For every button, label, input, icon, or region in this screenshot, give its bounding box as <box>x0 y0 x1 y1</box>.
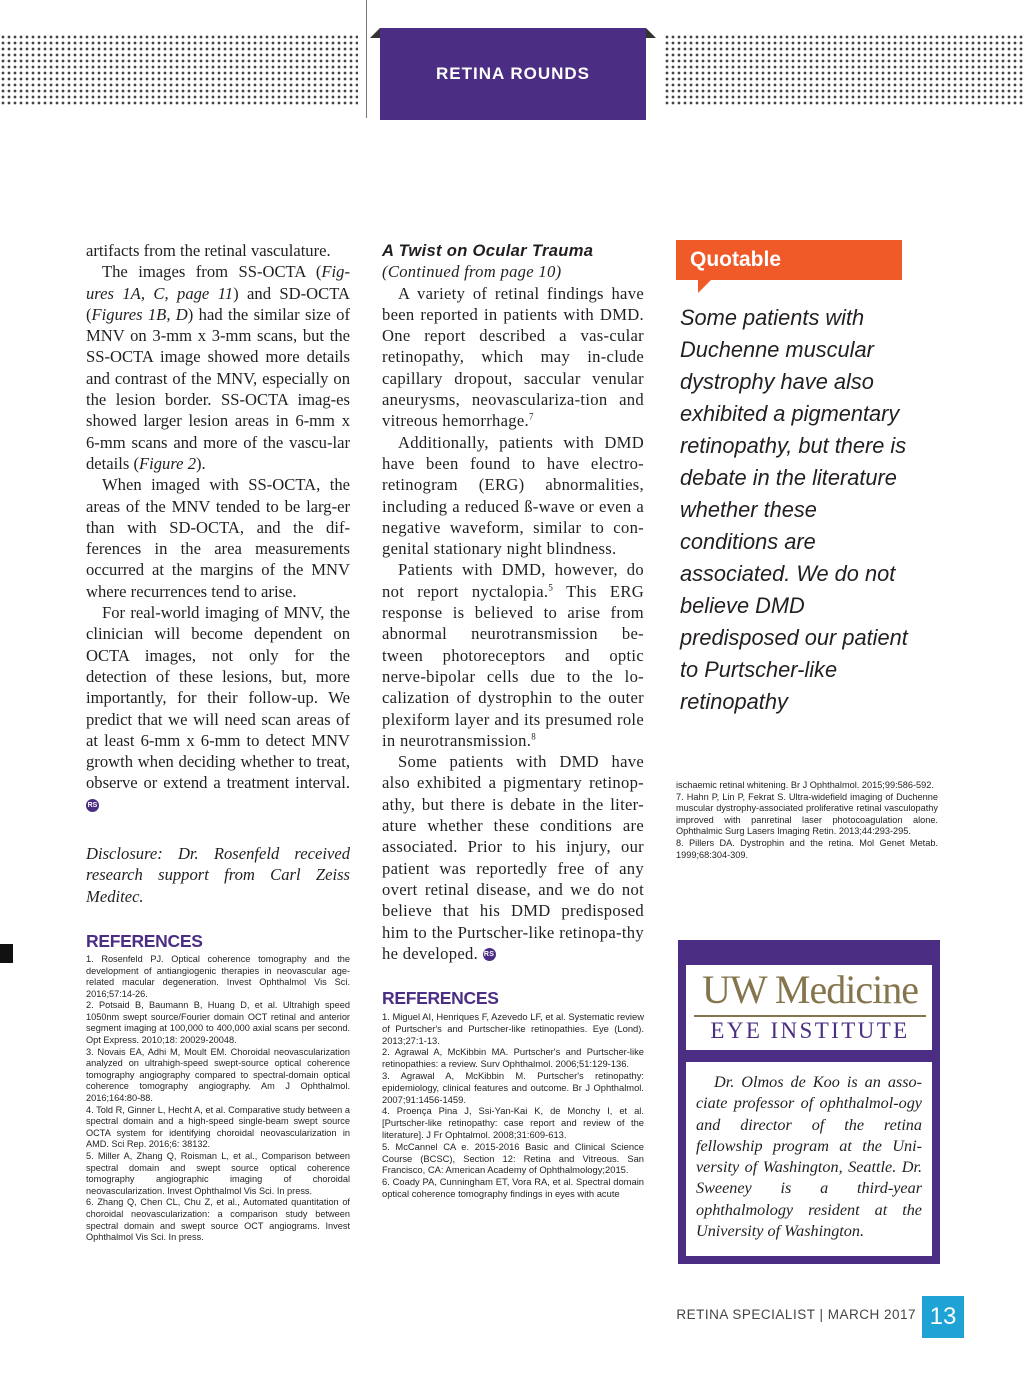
reference-item: 5. McCannel CA e. 2015-2016 Basic and Clinical Science Course (BCSC), Section 12: Retina and Vitreous. San Francisco, CA: American Academy of Ophthalmology;2015. <box>382 1140 644 1176</box>
col1-paragraph-text: For real-world imaging of MNV, the clinician will become dependent on OCTA images, not only for the detection of these lesions, but, more importantly, for their follow-up. We predict that we will need scan areas of at least 6-mm x 6-mm to detect MNV growth when deciding whether to treat, observe or extend a treatment interval. <box>86 603 350 793</box>
col2-paragraph: Additionally, patients with DMD have been found to have electro-retinogram (ERG) abnormalities, including a reduced ß-wave or even a negative waveform, similar to con-genital stationary night blindness. <box>382 432 644 559</box>
section-title: RETINA ROUNDS <box>380 28 646 120</box>
author-bio: Dr. Olmos de Koo is an asso-ciate professor of ophthalmol-ogy and director of the retina fellowship program at the Uni-versity of Washington, Seattle. Dr. Sweeney is a third-year ophthalmology resident at the University of Washington. <box>686 1062 932 1256</box>
reference-item: 5. Miller A, Zhang Q, Roisman L, et al., Comparison between spectral domain and swept source optical coherence tomography angiographic imaging of choroidal neovascularization. Invest Ophthalmol Vis Sci. In press. <box>86 1151 350 1196</box>
quotable-pointer <box>698 280 711 293</box>
references-list <box>382 1011 644 1200</box>
references-section-2 <box>382 988 644 1200</box>
col1-paragraph: artifacts from the retinal vasculature. <box>86 241 331 260</box>
continued-note: (Continued from page 10) <box>382 262 562 282</box>
citation-superscript: 7 <box>529 411 534 422</box>
rs-end-mark-icon: RS <box>483 948 496 961</box>
references-list <box>86 954 350 1244</box>
col1-paragraph <box>86 602 350 815</box>
reference-item: 7. Hahn P, Lin P, Fekrat S. Ultra-widefield imaging of Duchenne muscular dystrophy-associated proliferative retinal vasculopathy improved with panretinal laser photocoagulation alone. Ophthalmic Surg Lasers Imaging Retin. 2013;44:293-295. <box>676 791 938 837</box>
reference-item: 1. Rosenfeld PJ. Optical coherence tomography and the development of antiangiogenic therapies in neovascular age-related macular degeneration. Invest Ophthalmol Vis Sci. 2016;57:14-26. <box>86 953 350 999</box>
citation-superscript: 8 <box>531 731 536 742</box>
references-heading: REFERENCES <box>382 988 499 1009</box>
page-edge-marker <box>0 944 13 963</box>
col1-paragraph: The images from SS-OCTA (Fig-ures 1A, C, page 11) and SD-OCTA (Figures 1B, D) had the similar size of MNV on 3-mm x 3-mm scans, but the SS-OCTA image showed more details and contrast of the MNV, especially on the lesion border. SS-OCTA imag-es showed larger lesion areas in 6-mm x 6-mm scans and more of the vascu-lar details (Figure 2). <box>86 262 350 473</box>
pull-quote: Some patients with Duchenne muscular dystrophy have also exhibited a pigmentary retinopathy, but there is debate in the literature whether these conditions are associated. We do not believe DMD predisposed our patient to Purtscher-like retinopathy <box>680 305 908 714</box>
col2-paragraph <box>382 283 644 432</box>
col2-paragraph <box>382 751 644 964</box>
reference-item: ischaemic retinal whitening. Br J Ophthalmol. 2015;99:586-592. <box>676 780 934 790</box>
reference-item: 2. Potsaid B, Baumann B, Huang D, et al. Ultrahigh speed 1050nm swept source/Fourier domain OCT retinal and anterior segment imaging at 100,000 to 400,000 axial scans per second. Opt Express. 2010;18: 20029-20048. <box>86 1000 350 1046</box>
logo-sub-text: EYE INSTITUTE <box>694 1015 926 1045</box>
col2-paragraph-text: Some patients with DMD have also exhibited a pigmentary retinop-athy, but there is debate in the liter-ature whether these conditions are associated. Prior to his injury, our patient was reportedly free of any overt retinal disease, and we do not believe that his DMD predisposed him to the Purtscher-like retinopa-thy he developed. <box>382 752 644 963</box>
logo-main-text: UW Medicine <box>702 967 918 1012</box>
header-dot-pattern-left <box>0 34 358 106</box>
reference-item: 1. Miguel AI, Henriques F, Azevedo LF, et al. Systematic review of Purtscher's and Purtscher-like retinopathies. Eye (Lond). 2013;27:1-13. <box>382 1011 644 1046</box>
reference-item: 4. Proença Pina J, Ssi-Yan-Kai K, de Monchy I, et al. [Purtscher-like retinopathy: case report and review of the literature]. J Fr Ophtalmol. 2008;31:609-613. <box>382 1105 644 1141</box>
reference-item: 3. Agrawal A, McKibbin M. Purtscher's retinopathy: epidemiology, clinical features and outcome. Br J Ophthalmol. 2007;91:1456-1459. <box>382 1070 644 1105</box>
reference-item: 6. Coady PA, Cunningham ET, Vora RA, et al. Spectral domain optical coherence tomography findings in eyes with acute <box>382 1176 644 1200</box>
tab-fold-left <box>370 28 380 38</box>
page-number: 13 <box>922 1296 964 1338</box>
quotable-label: Quotable <box>676 240 902 280</box>
reference-item: 2. Agrawal A, McKibbin MA. Purtscher's and Purtscher-like retinopathies: a review. Surv Ophthalmol. 2006;51:129-136. <box>382 1046 644 1070</box>
disclosure: Disclosure: Dr. Rosenfeld received research support from Carl Zeiss Meditec. <box>86 844 350 906</box>
references-heading: REFERENCES <box>86 930 203 951</box>
footer-publication: RETINA SPECIALIST | MARCH 2017 <box>676 1307 916 1322</box>
column-2 <box>382 240 644 1200</box>
uw-medicine-logo <box>686 965 932 1050</box>
reference-item: 4. Told R, Ginner L, Hecht A, et al. Comparative study between a spectral domain and a high-speed single-beam swept source OCTA system for identifying choroidal neovascularization in AMD. Sci Rep. 2016;6: 38132. <box>86 1104 350 1150</box>
article-title: A Twist on Ocular Trauma <box>382 241 594 260</box>
citation-superscript: 5 <box>548 582 554 593</box>
col1-paragraph: When imaged with SS-OCTA, the areas of the MNV tended to be larg-er than with SD-OCTA, and the dif-ferences in the area measurements occurred at the margins of the MNV where recurrences tend to arise. <box>86 475 350 601</box>
references-section-1 <box>86 931 350 1244</box>
col2-paragraph <box>382 559 644 751</box>
col2-paragraph-text: This ERG response is believed to arise from abnormal neurotransmission be-tween photoreceptors and optic nerve-bipolar cells due to the lo-calization of dystrophin to the outer plexiform layer and its presumed role in neurotransmission. <box>382 581 644 750</box>
col2-paragraph-text: Patients with DMD, however, do not report nyctalopia. <box>382 560 644 601</box>
reference-item: 3. Novais EA, Adhi M, Moult EM. Choroidal neovascularization analyzed on ultrahigh-speed swept-source optical coherence tomography angiography compared to spectral-domain optical coherence tomography angiography. Am J Ophthalmol. 2016;164:80-88. <box>86 1046 350 1104</box>
rs-end-mark-icon: RS <box>86 799 99 812</box>
reference-item: 8. Pillers DA. Dystrophin and the retina. Mol Genet Metab. 1999;68:304-309. <box>676 837 938 860</box>
tab-fold-right <box>646 28 656 38</box>
header-dot-pattern-right <box>664 34 1024 106</box>
reference-item: 6. Zhang Q, Chen CL, Chu Z, et al., Automated quantitation of choroidal neovascularization: a comparison study between spectral domain and swept source OCT angiograms. Invest Ophthalmol Vis Sci. In press. <box>86 1197 350 1243</box>
col2-paragraph-text: A variety of retinal findings have been reported in patients with DMD. One report described a vas-cular retinopathy, which may in-clude capillary dropout, saccular venular aneurysms, neovasculariza-tion and vitreous hemorrhage. <box>382 283 644 431</box>
references-continued <box>676 780 938 861</box>
column-divider-line <box>366 0 367 118</box>
column-1 <box>86 240 350 1244</box>
